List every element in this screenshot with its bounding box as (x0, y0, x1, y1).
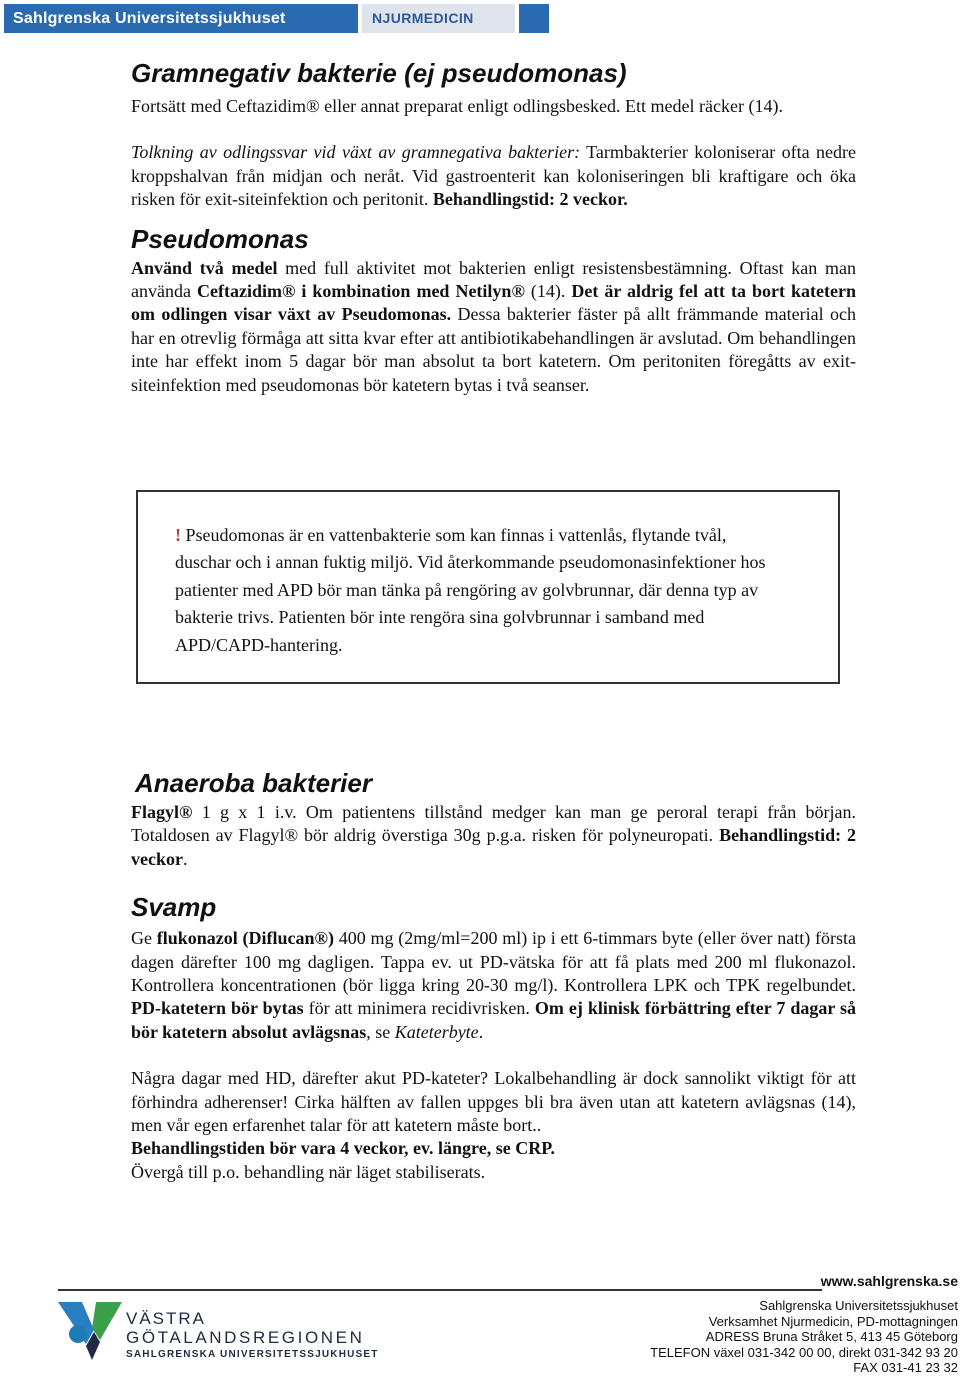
footer-line-3: ADRESS Bruna Stråket 5, 413 45 Göteborg (705, 1329, 958, 1345)
svamp-paragraph-1 (131, 927, 856, 1044)
svamp-text-2: 400 mg (2mg/ml=200 ml) ip i ett 6-timmars byte (eller över natt) första dagen därefter 100 mg dagligen. Tappa ev. ut PD-vätska för att få plats med 200 ml flukonazol. Kontrollera koncentrationen (bör ligga kring 20-30 mg/l). Kontrollera LPK och TPK regelbundet. (131, 928, 856, 996)
svamp-p3-text: Övergå till p.o. behandling när läget stabiliserats. (131, 1161, 486, 1182)
pseudo-text-3: Dessa bakterier fäster på allt främmande material och har en otrevlig förmåga att sitta kvar efter att antibiotikabehandlingen är avslutad. Om behandlingen inte har effekt inom 5 dagar bör man absolut ta bort katetern. Om peritoniten föregåtts av exit-siteinfektion med pseudomonas bör katetern bytas i två seanser. (131, 304, 857, 395)
pseudo-bold-3: Det är aldrig fel att ta bort katetern om odlingen visar växt av Pseudomonas. (131, 281, 857, 325)
footer-website: www.sahlgrenska.se (820, 1273, 958, 1289)
pseudo-bold-1: Använd två medel (131, 257, 278, 278)
svamp-paragraph-2 (131, 1067, 856, 1184)
svamp-bold-3: Om ej klinisk förbättring efter 7 dagar så bör katetern absolut avlägsnas (131, 998, 857, 1042)
department-name: NJURMEDICIN (362, 4, 515, 33)
footer-line-2: Verksamhet Njurmedicin, PD-mottagningen (708, 1313, 958, 1329)
svamp-text-4: , se (366, 1021, 395, 1042)
svamp-bold-1: flukonazol (Diflucan®) (156, 928, 334, 949)
gram-paragraph-2 (131, 141, 856, 211)
main-content (131, 58, 856, 397)
svamp-link-kateterbyte: Kateterbyte (394, 1021, 479, 1042)
footer-address (650, 1298, 958, 1376)
svamp-text-1: Ge (131, 928, 157, 949)
logo-line-1: VÄSTRA (126, 1309, 207, 1328)
callout-text (175, 522, 775, 659)
gram-paragraph-1: Fortsätt med Ceftazidim® eller annat preparat enligt odlingsbesked. Ett medel räcker (14). (131, 96, 783, 116)
heading-pseudomonas: Pseudomonas (131, 223, 309, 254)
footer-divider (58, 1289, 822, 1291)
svamp-bold-2: PD-katetern bör bytas (131, 998, 304, 1019)
logo-line-3: SAHLGRENSKA UNIVERSITETSSJUKHUSET (126, 1349, 379, 1360)
anaerob-bold-1: Flagyl® (131, 802, 193, 822)
logo-line-2: GÖTALANDSREGIONEN (126, 1328, 365, 1347)
heading-gramnegativ: Gramnegativ bakterie (ej pseudomonas) (131, 58, 627, 88)
gram-interpretation-text: Tarmbakterier koloniserar ofta nedre kroppshalvan från midjan och neråt. Vid gastroenterit kan koloniseringen bli kraftigare och öka risken för exit-siteinfektion och peritonit. (131, 142, 856, 210)
gram-treatment-time: Behandlingstid: 2 veckor. (432, 189, 628, 210)
heading-svamp: Svamp (131, 892, 217, 923)
pseudomonas-callout-box (136, 490, 840, 684)
anaerob-treatment-time: Behandlingstid: 2 veckor (131, 825, 856, 869)
page-header (4, 4, 549, 33)
anaerob-paragraph (131, 801, 856, 871)
vgr-emblem-icon (56, 1300, 126, 1364)
svamp-text-3: för att minimera recidivrisken. (303, 998, 535, 1019)
vgr-logo (56, 1300, 396, 1364)
svamp-p2-text: Några dagar med HD, därefter akut PD-kateter? Lokalbehandling är dock sannolikt viktigt för att förhindra adherenser! Cirka hälften av fallen uppges bli bra även utan att katetern avlägsnas (14), men vår egen erfarenhet talar för att katetern måste bort.. (131, 1068, 856, 1136)
hospital-name: Sahlgrenska Universitetssjukhuset (4, 4, 358, 33)
footer-line-4: TELEFON växel 031-342 00 00, direkt 031-342 93 20 (650, 1344, 958, 1360)
warning-icon: ! (175, 525, 181, 545)
gram-interpretation-lead: Tolkning av odlingssvar vid växt av gramnegativa bakterier: (131, 142, 581, 163)
callout-body: Pseudomonas är en vattenbakterie som kan finnas i vattenlås, flytande tvål, duschar och i annan fuktig miljö. Vid återkommande pseudomonasinfektioner hos patienter med APD bör man tänka på rengöring av golvbrunnar, där denna typ av bakterie trivs. Patienten bör inte rengöra sina golvbrunnar i samband med APD/CAPD-hantering. (175, 525, 766, 655)
pseudo-bold-2: Ceftazidim® i kombination med Netilyn® (196, 281, 525, 302)
anaerob-text-1: 1 g x 1 i.v. Om patientens tillstånd medger kan man ge peroral terapi från början. Totaldosen av Flagyl® bör aldrig överstiga 30g p.g.a. risken för polyneuropati. (131, 802, 856, 846)
pseudomonas-paragraph (131, 257, 856, 397)
pseudo-text-1: med full aktivitet mot bakterien enligt resistensbestämning. Oftast kan man använda (131, 257, 856, 302)
anaerob-text-2: . (182, 848, 188, 869)
footer-line-5: FAX 031-41 23 32 (853, 1360, 958, 1376)
header-accent-block (519, 4, 549, 33)
svamp-text-5: . (478, 1021, 484, 1042)
lower-content (131, 768, 856, 1184)
heading-anaeroba: Anaeroba bakterier (135, 768, 372, 798)
svamp-treatment-duration: Behandlingstiden bör vara 4 veckor, ev. längre, se CRP. (131, 1138, 556, 1159)
footer-line-1: Sahlgrenska Universitetssjukhuset (759, 1298, 958, 1313)
pseudo-text-2: (14). (524, 281, 572, 302)
